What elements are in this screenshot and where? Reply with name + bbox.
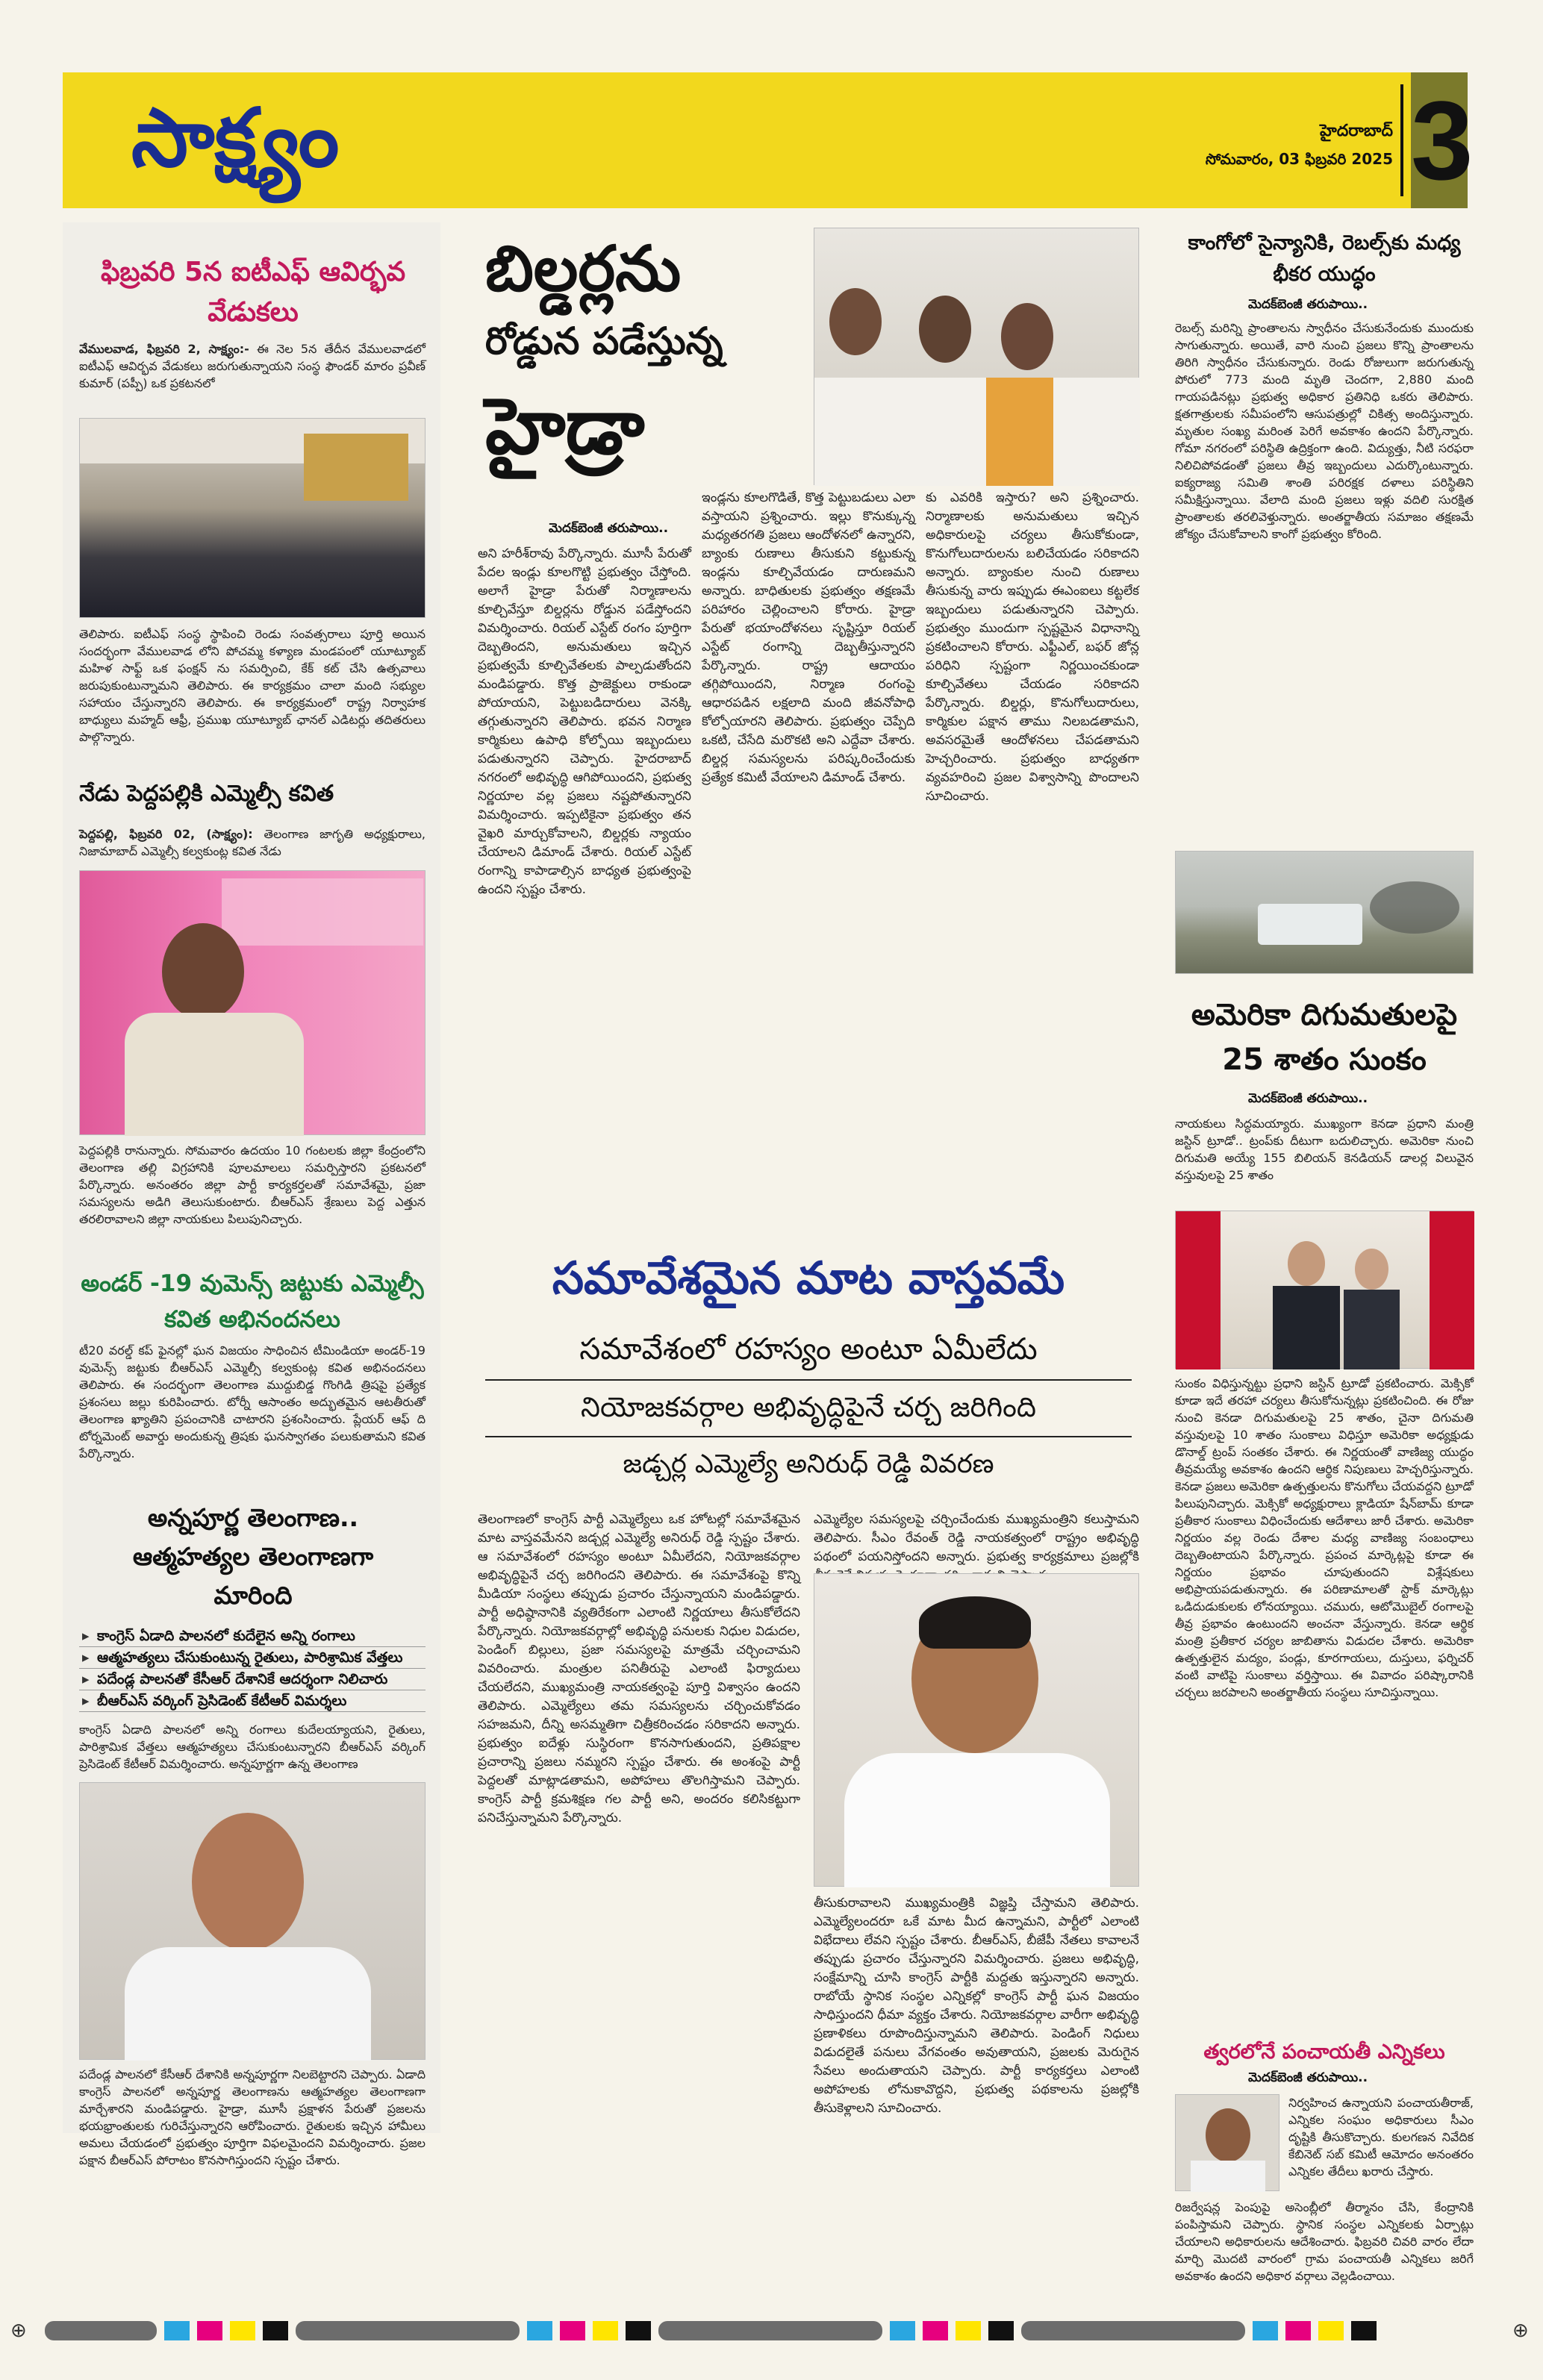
tariff-body-2: సుంకం విధిస్తున్నట్టు ప్రధాని జస్టిన్ ట్రూడో ప్రకటించారు. మెక్సికో కూడా ఇదే తరహా చర్యలు తీసుకోనున్నట్లు ప్రకటించింది. ఈ రోజు నుంచి కెనడా దిగుమతులపై 25 శాతం, చైనా దిగుమతి వస్తువులపై 10 శాతం సుంకాలు విధిస్తూ అమెరికా అధ్యక్షుడు డొనాల్డ్ ట్రంప్ సంతకం చేశారు. ఈ నిర్ణయంతో వాణిజ్య యుద్ధం తీవ్రమయ్యే అవకాశం ఉందని ఆర్థిక నిపుణులు హెచ్చరిస్తున్నారు. కెనడా ప్రజలు అమెరికా ఉత్పత్తులను కొనుగోలు చేయవద్దని ట్రూడో పిలుపునిచ్చారు. మెక్సికో అధ్యక్షురాలు క్లాడియా షేన్‌బామ్ కూడా ప్రతీకార సుంకాలు విధించేందుకు ఆదేశాలు జారీ చేశారు. అమెరికా నిర్ణయం వల్ల రెండు దేశాల మధ్య వాణిజ్య సంబంధాలు దెబ్బతింటాయని పేర్కొన్నారు. ప్రపంచ మార్కెట్లపై కూడా ఈ నిర్ణయం ప్రభావం చూపుతుందని విశ్లేషకులు అభిప్రాయపడుతున్నారు. ఈ పరిణామాలతో స్టాక్ మార్కెట్లు ఒడిదుడుకులకు లోనయ్యాయి. చమురు, ఆటోమొబైల్ రంగాలపై తీవ్ర ప్రభావం ఉంటుందని అంచనా వేస్తున్నారు. కెనడా ఆర్థిక మంత్రి ప్రతీకార చర్యల జాబితాను విడుదల చేశారు. అమెరికా ఉత్పత్తులైన మద్యం, పండ్లు, కూరగాయలు, దుస్తులు, ఫర్నిచర్ వంటి వాటిపై సుంకాలు వర్తిస్తాయి. ఈ వివాదం పరిష్కారానికి చర్చలు జరపాలని అంతర్జాతీయ సంస్థలు సూచిస్తున్నాయి. (1175, 1376, 1474, 1699)
annapurna-bullet-4: ▸ బీఆర్ఎస్ వర్కింగ్ ప్రెసిడెంట్ కేటీఆర్ విమర్శలు (79, 1690, 426, 1712)
ktr-photo (79, 1782, 426, 2060)
anirudh-subhead-3: జడ్చర్ల ఎమ్మెల్యే అనిరుధ్ రెడ్డి వివరణ (623, 1449, 994, 1479)
hydra-col-3: కు ఎవరికి ఇస్తారు? అని ప్రశ్నించారు. నిర్మాణాలకు అనుమతులు ఇచ్చిన అధికారులపై చర్యలు తీసుకోకుండా, కొనుగోలుదారులను బలిచేయడం సరికాదని అన్నారు. బ్యాంకుల నుంచి రుణాలు తీసుకున్న వారు ఇప్పుడు ఈఎంఐలు కట్టలేక ఇబ్బందులు పడుతున్నారని చెప్పారు. ప్రభుత్వం ముందుగా స్పష్టమైన విధానాన్ని ప్రకటించాలని కోరారు. ఎఫ్టీఎల్, బఫర్ జోన్ల పరిధిని స్పష్టంగా నిర్ణయించకుండా కూల్చివేతలు చేయడం సరికాదని పేర్కొన్నారు. బిల్డర్లు, కొనుగోలుదారులు, కార్మికుల పక్షాన తాము నిలబడతామని, అవసరమైతే ఆందోళనలు చేపడతామని హెచ్చరించారు. ప్రభుత్వం బాధ్యతగా వ్యవహరించి ప్రజల విశ్వాసాన్ని పొందాలని సూచించారు. (926, 490, 1139, 804)
left-column (63, 222, 440, 2167)
hydra-headline (478, 228, 829, 489)
hydra-meeting-photo (814, 228, 1139, 485)
anirudh-rule-2 (485, 1436, 1132, 1437)
kavitha-visit-body: పెద్దపల్లికి రానున్నారు. సోమవారం ఉదయం 10 గంటలకు జిల్లా కేంద్రంలోని తెలంగాణ తల్లి విగ్రహానికి పూలమాలలు సమర్పిస్తారని ప్రకటనలో పేర్కొన్నారు. అనంతరం జిల్లా పార్టీ కార్యకర్తలతో సమావేశమై, ప్రజా సమస్యలను అడిగి తెలుసుకుంటారు. బీఆర్ఎస్ శ్రేణులు పెద్ద ఎత్తున తరలిరావాలని జిల్లా నాయకులు పిలుపునిచ్చారు. (79, 1143, 426, 1226)
itf-dateline: వేములవాడ, ఫిబ్రవరి 2, సాక్ష్యం:- (79, 342, 249, 356)
registration-mark-right: ⊕ (1512, 2320, 1529, 2342)
itf-body-2: తెలిపారు. ఐటీఎఫ్ సంస్థ స్థాపించి రెండు సంవత్సరాలు పూర్తి అయిన సందర్భంగా వేములవాడ లోని పోచమ్మ కళ్యాణ మండపంలో యూట్యూబ్ మహిళ సాఫ్ట్ ఒక ఫంక్షన్ ను సమర్పించి, కేక్ కట్ చేసి ఉత్సవాలు జరుపుకుంటున్నామని తెలిపారు. ఈ కార్యక్రమం చాలా మంది సభ్యుల సహాయం చేస్తున్నారని తెలిపారు. ఈ కార్యక్రమంలో రాష్ట్ర నిర్వాహక బాధ్యులు మహ్మద్ ఆఫ్రీ, ప్రముఖ యూట్యూబ్ ఛానల్ ఎడిటర్లు తదితరులు పాల్గొన్నారు. (79, 627, 426, 744)
panchayat-body-1: నిర్వహించ ఉన్నాయని పంచాయతీరాజ్, ఎన్నికల సంఘం అధికారులు సీఎం దృష్టికి తీసుకొచ్చారు. కులగణన నివేదిక కేబినెట్ సబ్ కమిటీ ఆమోదం అనంతరం ఎన్నికల తేదీలు ఖరారు చేస్తారు. (1288, 2096, 1474, 2178)
kavitha-dateline: పెద్దపల్లి, ఫిబ్రవరి 02, (సాక్ష్యం): (79, 827, 253, 841)
u19-title: అండర్ -19 వుమెన్స్ జట్టుకు ఎమ్మెల్సీ కవిత అభినందనలు (81, 1270, 424, 1333)
anirudh-headline: సమావేశమైన మాట వాస్తవమే (552, 1252, 1065, 1305)
tariff-byline: మెదక్‌బెంజీ తరుపాయి.. (1248, 1091, 1368, 1106)
registration-mark-left: ⊕ (10, 2320, 27, 2342)
hydra-headline-line-2: రోడ్డున పడేస్తున్న (485, 319, 723, 363)
congo-title: కాంగోలో సైన్యానికి, రెబల్స్‌కు మధ్య భీకర యుద్ధం (1188, 231, 1461, 286)
kavitha-visit-title: నేడు పెద్దపల్లికి ఎమ్మెల్సీ కవిత (79, 781, 334, 807)
congo-tank-photo (1175, 851, 1474, 974)
annapurna-title: అన్నపూర్ణ తెలంగాణ.. ఆత్మహత్యల తెలంగాణగా మారింది (132, 1503, 374, 1610)
tariff-title: అమెరికా దిగుమతులపై 25 శాతం సుంకం (1191, 998, 1458, 1077)
anirudh-subhead-1: సమావేశంలో రహస్యం అంటూ ఏమీలేదు (579, 1332, 1038, 1367)
masthead (63, 72, 1474, 208)
hydra-col-1: అని హరీశ్‌రావు పేర్కొన్నారు. మూసీ పేరుతో పేదల ఇండ్లు కూలగొట్టి ప్రభుత్వం చేస్తోంది. అలాగే హైడ్రా పేరుతో నిర్మాణాలను కూల్చివేస్తూ బిల్డర్లను రోడ్డున పడేస్తోందని విమర్శించారు. రియల్ ఎస్టేట్ రంగం పూర్తిగా దెబ్బతిందని, అనుమతులు ఇచ్చిన ప్రభుత్వమే కూల్చివేతలకు పాల్పడుతోందని మండిపడ్డారు. కొత్త ప్రాజెక్టులు రాకుండా పోయాయని, పెట్టుబడిదారులు వెనక్కి తగ్గుతున్నారని తెలిపారు. భవన నిర్మాణ కార్మికులు ఉపాధి కోల్పోయి ఇబ్బందులు పడుతున్నారని చెప్పారు. హైదరాబాద్ నగరంలో అభివృద్ధి ఆగిపోయిందని, ప్రభుత్వ నిర్ణయాల వల్ల ప్రజలు నష్టపోతున్నారని విమర్శించారు. ఇప్పటికైనా ప్రభుత్వం తన వైఖరి మార్చుకోవాలని, బిల్డర్లకు న్యాయం చేయాలని డిమాండ్ చేశారు. రియల్ ఎస్టేట్ రంగాన్ని కాపాడాల్సిన బాధ్యత ప్రభుత్వంపై ఉందని స్పష్టం చేశారు. (478, 546, 691, 897)
kavitha-visit-lede (79, 825, 426, 861)
masthead-divider (1400, 84, 1403, 196)
annapurna-bullet-1: ▸ కాంగ్రెస్ ఏడాది పాలనలో కుదేలైన అన్ని రంగాలు (79, 1625, 426, 1647)
anirudh-subhead-2: నియోజకవర్గాల అభివృద్ధిపైనే చర్చ జరిగింది (580, 1391, 1037, 1423)
itf-text-1: ఈ నెల 5న తేదీన వేములవాడలో ఐటీఎఫ్ ఆవిర్భవ వేడుకలు జరుగుతున్నాయని సంస్థ ఫౌండర్ మారం ప్రవీణ్ కుమార్ (పప్పీ) ఒక ప్రకటనలో (79, 342, 426, 390)
panchayat-body-2: రిజర్వేషన్ల పెంపుపై అసెంబ్లీలో తీర్మానం చేసి, కేంద్రానికి పంపిస్తామని చెప్పారు. స్థానిక సంస్థల ఎన్నికలకు ఏర్పాట్లు చేయాలని అధికారులను ఆదేశించారు. ఫిబ్రవరి చివరి వారం లేదా మార్చి మొదటి వారంలో గ్రామ పంచాయతీ ఎన్నికలు జరిగే అవకాశం ఉందని అధికార వర్గాలు వెల్లడించాయి. (1175, 2200, 1474, 2283)
masthead-date: సోమవారం, 03 ఫిబ్రవరి 2025 (1205, 150, 1393, 168)
trudeau-press-photo (1175, 1211, 1474, 1369)
anirudh-photo (814, 1573, 1139, 1887)
tariff-body-1: నాయకులు సిద్ధమయ్యారు. ముఖ్యంగా కెనడా ప్రధాని మంత్రి జస్టిన్ ట్రూడో.. ట్రంప్‌కు దీటుగా బదులిచ్చారు. అమెరికా నుంచి దిగుమతి అయ్యే 155 బిలియన్ కెనడియన్ డాలర్ల విలువైన వస్తువులపై 25 శాతం (1175, 1116, 1474, 1182)
congo-body: రెబల్స్ మరిన్ని ప్రాంతాలను స్వాధీనం చేసుకునేందుకు ముందుకు సాగుతున్నారు. అయితే, వారి నుంచి ప్రజలు కొన్ని ప్రాంతాలను తిరిగి స్వాధీనం చేసుకున్నారు. రెండు రోజులుగా జరుగుతున్న పోరులో 773 మంది మృతి చెందగా, 2,880 మంది గాయపడినట్లు ప్రభుత్వ అధికార ప్రతినిధి ఒకరు తెలిపారు. క్షతగాత్రులకు సమీపంలోని ఆసుపత్రుల్లో చికిత్స అందిస్తున్నారు. మృతుల సంఖ్య మరింత పెరిగే అవకాశం ఉందని పేర్కొన్నారు. గోమా నగరంలో పరిస్థితి ఉద్రిక్తంగా ఉంది. విద్యుత్తు, నీటి సరఫరా నిలిచిపోవడంతో ప్రజలు తీవ్ర ఇబ్బందులు ఎదుర్కొంటున్నారు. ఐక్యరాజ్య సమితి శాంతి పరిరక్షక దళాలు పరిస్థితిని సమీక్షిస్తున్నాయి. వేలాది మంది ప్రజలు ఇళ్లు వదిలి సురక్షిత ప్రాంతాలకు తరలివెళ్తున్నారు. అంతర్జాతీయ సమాజం తక్షణమే జోక్యం చేసుకోవాలని కాంగో ప్రభుత్వం కోరింది. (1175, 321, 1474, 541)
annapurna-bullet-2: ▸ ఆత్మహత్యలు చేసుకుంటున్న రైతులు, పారిశ్రామిక వేత్తలు (79, 1647, 426, 1669)
annapurna-body-2: పదేండ్ల పాలనలో కేసీఆర్ దేశానికి అన్నపూర్ణగా నిలబెట్టారని చెప్పారు. ఏడాది కాంగ్రెస్ పాలనలో అన్నపూర్ణ తెలంగాణను ఆత్మహత్యల తెలంగాణగా మార్చేశారని మండిపడ్డారు. హైడ్రా, మూసీ ప్రక్షాళన పేరుతో ప్రజలను భయభ్రాంతులకు గురిచేస్తున్నారని ఆరోపించారు. రైతులకు ఇచ్చిన హామీలు అమలు చేయడంలో ప్రభుత్వం పూర్తిగా విఫలమైందని విమర్శించారు. ప్రజల పక్షాన బీఆర్ఎస్ పోరాటం కొనసాగిస్తుందని స్పష్టం చేశారు. (79, 2067, 426, 2167)
hydra-col-2: ఇండ్లను కూలగొడితే, కొత్త పెట్టుబడులు ఎలా వస్తాయని ప్రశ్నించారు. ఇల్లు కొనుక్కున్న మధ్యతరగతి ప్రజలు ఆందోళనలో ఉన్నారని, బ్యాంకు రుణాలు తీసుకుని కట్టుకున్న ఇండ్లను కూల్చివేయడం దారుణమని అన్నారు. బాధితులకు ప్రభుత్వం తక్షణమే పరిహారం చెల్లించాలని కోరారు. హైడ్రా పేరుతో భయాందోళనలు సృష్టిస్తూ రియల్ ఎస్టేట్ రంగాన్ని దెబ్బతీస్తున్నారని పేర్కొన్నారు. రాష్ట్ర ఆదాయం తగ్గిపోయిందని, నిర్మాణ రంగంపై ఆధారపడిన లక్షలాది మంది జీవనోపాధి కోల్పోయారని తెలిపారు. ప్రభుత్వం చెప్పేది ఒకటి, చేసేది మరొకటి అని ఎద్దేవా చేశారు. బిల్డర్ల సమస్యలను పరిష్కరించేందుకు ప్రత్యేక కమిటీ వేయాలని డిమాండ్ చేశారు. (702, 490, 915, 785)
annapurna-body-1: కాంగ్రెస్ ఏడాది పాలనలో అన్ని రంగాలు కుదేలయ్యాయని, రైతులు, పారిశ్రామిక వేత్తలు ఆత్మహత్యలు చేసుకుంటున్నారని బీఆర్ఎస్ వర్కింగ్ ప్రెసిడెంట్ కేటీఆర్ విమర్శించారు. అన్నపూర్ణగా ఉన్న తెలంగాణ (79, 1722, 426, 1771)
panchayat-byline: మెదక్‌బెంజీ తరుపాయి.. (1248, 2070, 1368, 2085)
kavitha-text-1: తెలంగాణ జాగృతి అధ్యక్షురాలు, నిజామాబాద్ ఎమ్మెల్సీ కల్వకుంట్ల కవిత నేడు (79, 827, 426, 858)
itf-body-1 (79, 340, 426, 393)
anirudh-rule-1 (485, 1379, 1132, 1381)
masthead-city: హైదరాబాద్ (1320, 122, 1393, 140)
hydra-byline: మెదక్‌బెంజీ తరుపాయి.. (549, 521, 669, 536)
itf-title: ఫిబ్రవరి 5న ఐటీఎఫ్ ఆవిర్భవ వేడుకలు (100, 257, 406, 328)
u19-body: టీ20 వరల్డ్ కప్ ఫైనల్లో ఘన విజయం సాధించిన టీమిండియా అండర్-19 వుమెన్స్ జట్టుకు బీఆర్ఎస్ ఎమ్మెల్సీ కల్వకుంట్ల కవిత అభినందనలు తెలిపారు. ఈ సందర్భంగా తెలంగాణ ముద్దుబిడ్డ గొంగిడి త్రిషపై ప్రత్యేక ప్రశంసలు జల్లు కురిపించారు. టోర్నీ ఆసాంతం అద్భుతమైన ఆటతీరుతో తెలంగాణ ఖ్యాతిని ప్రపంచానికి చాటారని ప్రశంసించారు. ప్లేయర్ ఆఫ్ ది టోర్నమెంట్ అవార్డు అందుకున్న త్రిషకు ఘనస్వాగతం పలుకుతామని కవిత పేర్కొన్నారు. (79, 1343, 426, 1461)
annapurna-bullet-3: ▸ పదేండ్ల పాలనతో కేసీఆర్ దేశానికే ఆదర్శంగా నిలిచారు (79, 1669, 426, 1690)
anirudh-col-1: తెలంగాణలో కాంగ్రెస్ పార్టీ ఎమ్మెల్యేలు ఒక హోటల్లో సమావేశమైన మాట వాస్తవమేనని జడ్చర్ల ఎమ్మెల్యే అనిరుధ్ రెడ్డి స్పష్టం చేశారు. ఆ సమావేశంలో రహస్యం అంటూ ఏమీలేదని, నియోజకవర్గాల అభివృద్ధిపైనే చర్చ జరిగిందని తెలిపారు. ఈ సమావేశంపై కొన్ని మీడియా సంస్థలు తప్పుడు ప్రచారం చేస్తున్నాయని మండిపడ్డారు. పార్టీ అధిష్ఠానానికి వ్యతిరేకంగా ఎలాంటి నిర్ణయాలు తీసుకోలేదని పేర్కొన్నారు. నియోజకవర్గాల్లో అభివృద్ధి పనులకు నిధుల విడుదల, పెండింగ్ బిల్లులు, ప్రజా సమస్యలపై మాత్రమే చర్చించామని వివరించారు. మంత్రుల పనితీరుపై ఎలాంటి ఫిర్యాదులు చేయలేదని, ముఖ్యమంత్రి నాయకత్వంపై పూర్తి విశ్వాసం ఉందని తెలిపారు. ఎమ్మెల్యేలు తమ సమస్యలను చర్చించుకోవడం సహజమని, దీన్ని అసమ్మతిగా చిత్రీకరించడం సరికాదని అన్నారు. ప్రభుత్వం ఐదేళ్లు సుస్థిరంగా కొనసాగుతుందని, ప్రతిపక్షాల ప్రచారాన్ని ప్రజలు నమ్మరని స్పష్టం చేశారు. ఈ అంశంపై పార్టీ పెద్దలతో మాట్లాడతామని, అపోహలు తొలగిస్తామని చెప్పారు. కాంగ్రెస్ పార్టీ క్రమశిక్షణ గల పార్టీ అని, అందరం కలిసికట్టుగా పనిచేస్తున్నామని పేర్కొన్నారు. (478, 1512, 800, 1825)
masthead-logo: సాక్ష్యం (131, 91, 340, 185)
anirudh-col-2-bottom: తీసుకురావాలని ముఖ్యమంత్రికి విజ్ఞప్తి చేస్తామని తెలిపారు. ఎమ్మెల్యేలందరూ ఒకే మాట మీద ఉన్నామని, పార్టీలో ఎలాంటి విభేదాలు లేవని స్పష్టం చేశారు. బీఆర్ఎస్, బీజేపీ నేతలు కావాలనే తప్పుడు ప్రచారం చేస్తున్నారని విమర్శించారు. ప్రజలు అభివృద్ధి, సంక్షేమాన్ని చూసి కాంగ్రెస్ పార్టీకి మద్దతు ఇస్తున్నారని అన్నారు. రాబోయే స్థానిక సంస్థల ఎన్నికల్లో కాంగ్రెస్ పార్టీ ఘన విజయం సాధిస్తుందని ధీమా వ్యక్తం చేశారు. నియోజకవర్గాల వారీగా అభివృద్ధి ప్రణాళికలు రూపొందిస్తున్నామని తెలిపారు. పెండింగ్ నిధులు విడుదలైతే పనులు వేగవంతం అవుతాయని, ప్రజలకు మెరుగైన సేవలు అందుతాయని చెప్పారు. పార్టీ కార్యకర్తలు ఎలాంటి అపోహలకు లోనుకావొద్దని, ప్రభుత్వ పథకాలను ప్రజల్లోకి తీసుకెళ్లాలని సూచించారు. (814, 1896, 1139, 2116)
registration-bar (45, 2321, 1493, 2340)
hydra-headline-line-1: బిల్డర్లను (485, 232, 682, 305)
panchayat-title: త్వరలోనే పంచాయతీ ఎన్నికలు (1203, 2040, 1445, 2064)
kavitha-photo (79, 870, 426, 1135)
page-number: 3 (1411, 72, 1468, 208)
anirudh-col-2-top: ఎమ్మెల్యేల సమస్యలపై చర్చించేందుకు ముఖ్యమంత్రిని కలుస్తామని తెలిపారు. సీఎం రేవంత్ రెడ్డి నాయకత్వంలో రాష్ట్రం అభివృద్ధి పథంలో పయనిస్తోందని అన్నారు. ప్రభుత్వ కార్యక్రమాలు ప్రజల్లోకి (814, 1512, 1139, 1564)
congo-byline: మెదక్‌బెంజీ తరుపాయి.. (1248, 297, 1368, 312)
annapurna-bullets (79, 1625, 426, 1712)
official-photo (1175, 2094, 1279, 2191)
hydra-headline-line-3: హైడ్రా (485, 381, 645, 472)
itf-group-photo (79, 418, 426, 618)
